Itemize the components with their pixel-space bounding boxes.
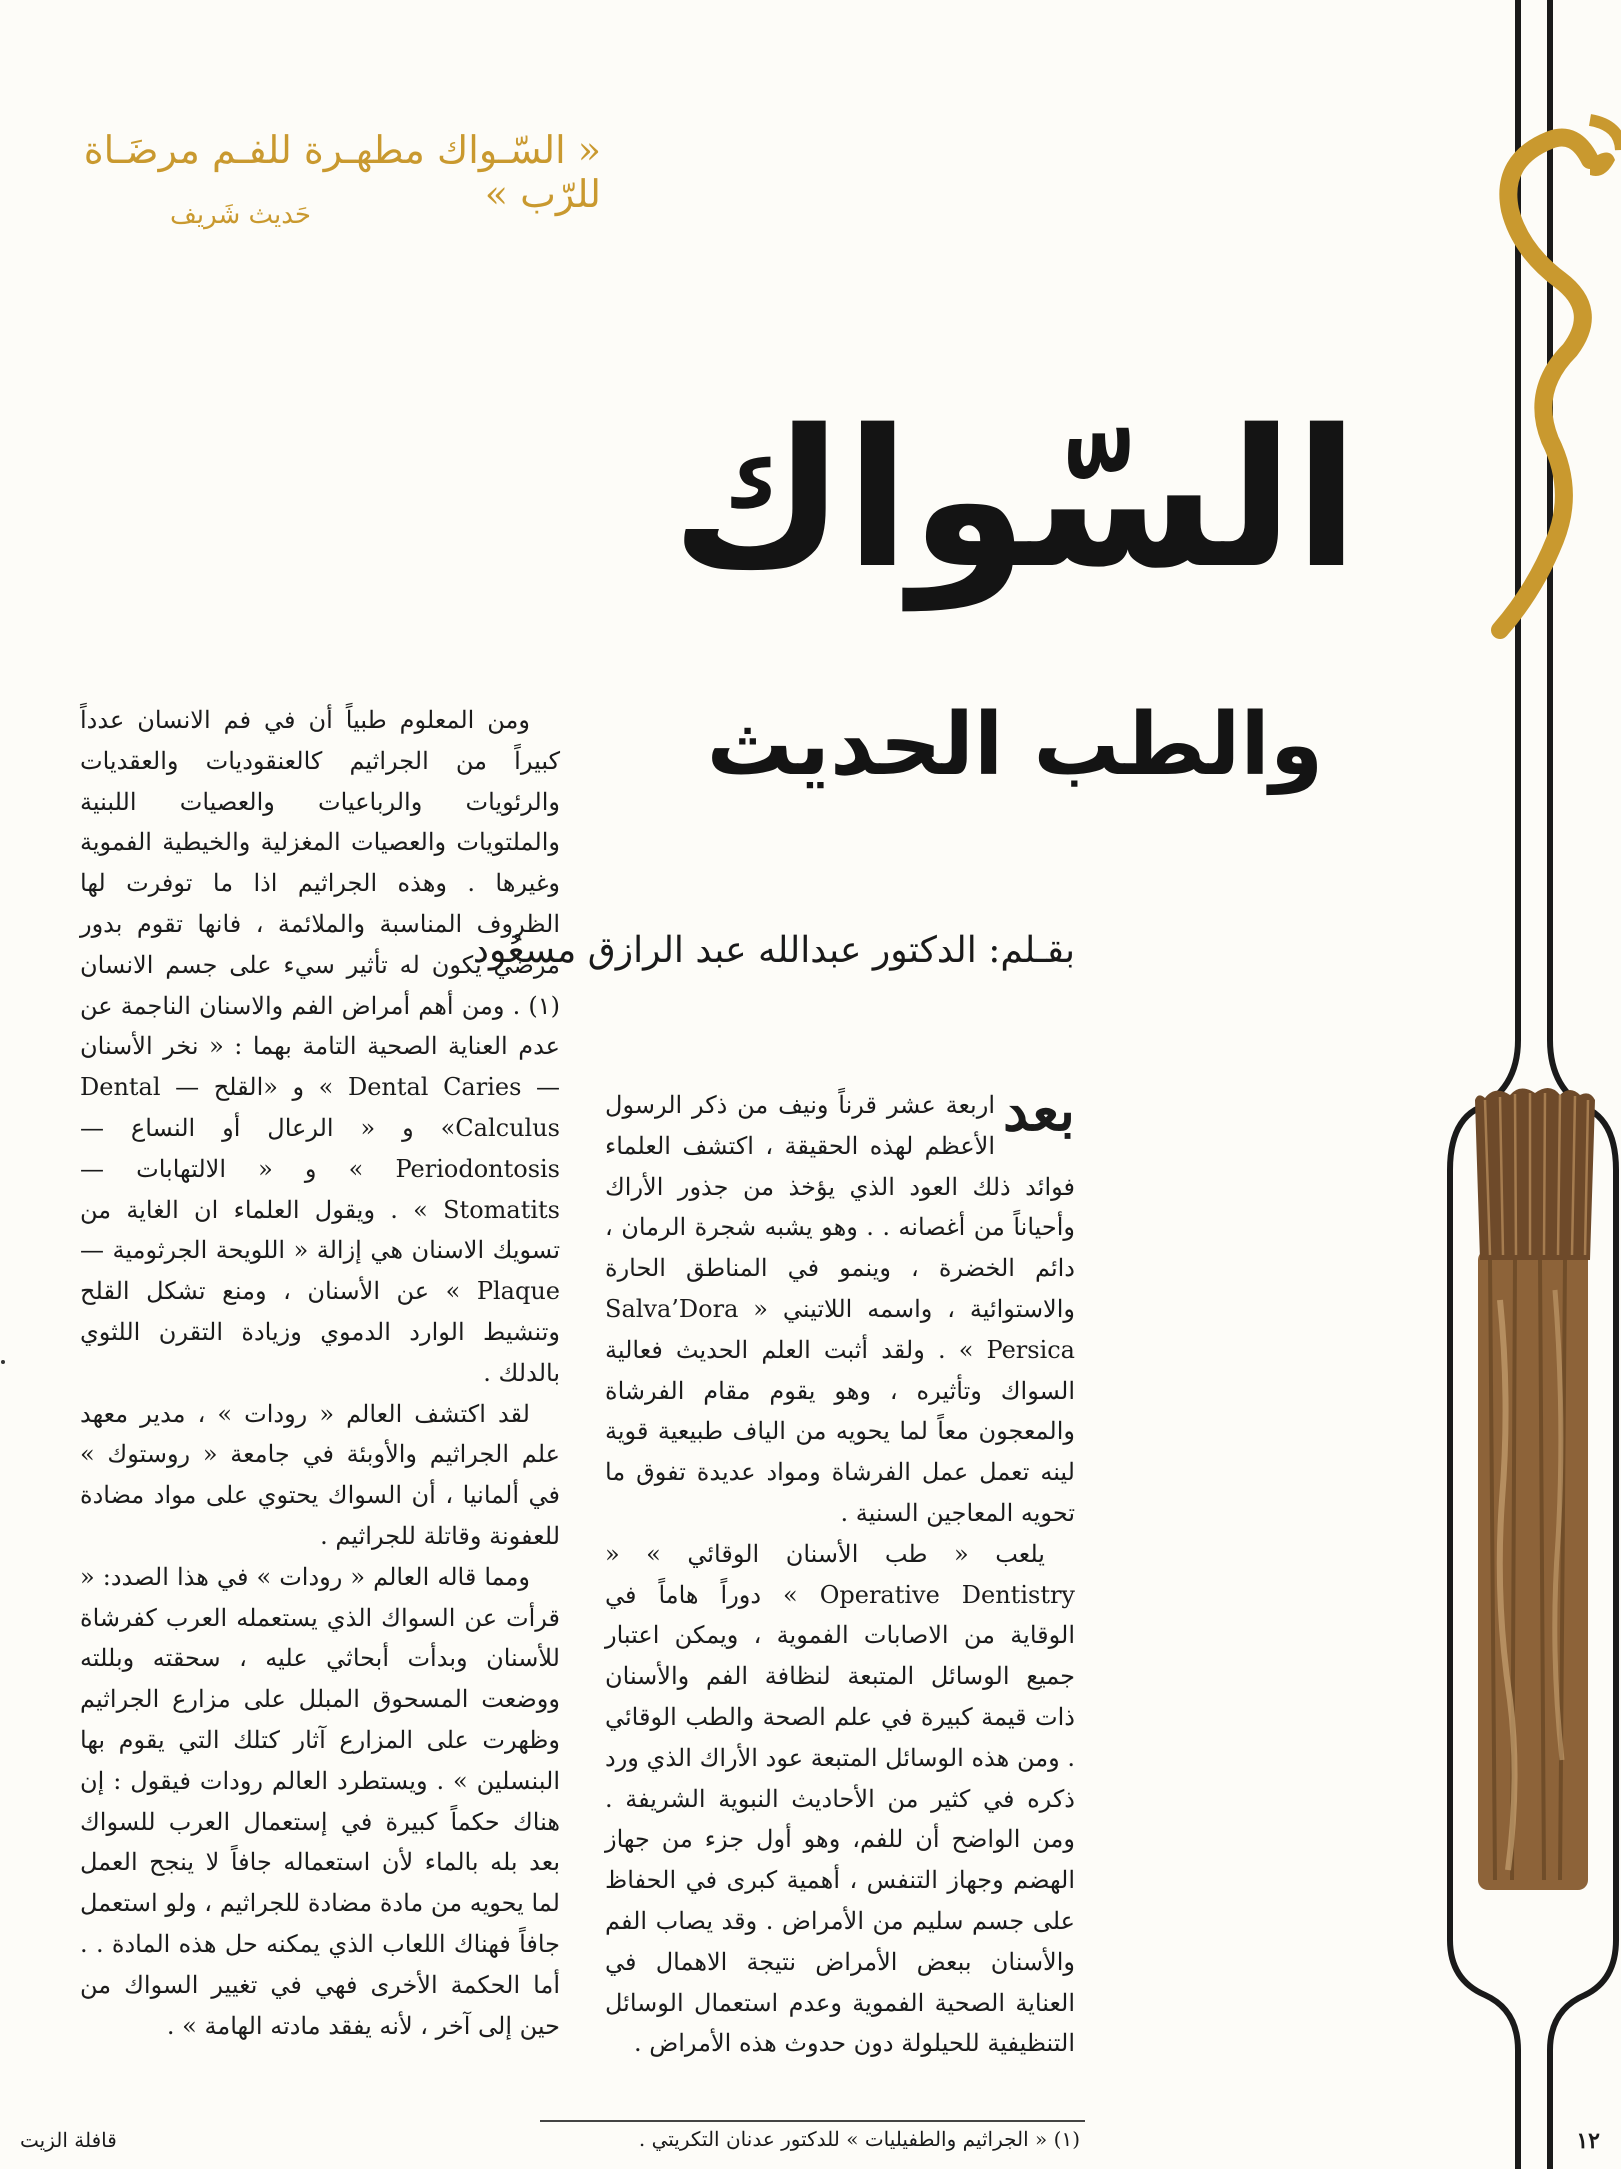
paragraph: ومما قاله العالم « رودات » في هذا الصدد: « قرأت عن السواك الذي يستعمله العرب كفرشاة للأسنان وبدأت أبحاثي عليه ، سحقته وبللته ووضعت المسحوق المبلل على مزارع الجراثيم وظهرت على المزارع آثار كتلك التي يقوم بها البنسلين » . ويستطرد العالم رودات فيقول : إن هناك حكماً كبيرة في إستعمال العرب للسواك بعد بله بالماء لأن استعماله جافاً لا ينجح العمل لما يحويه من مادة مضادة للجراثيم ، ولو استعمل جافاً فهناك اللعاب الذي يمكنه حل هذه المادة . . أما الحكمة الأخرى فهي في تغيير السواك من حين إلى آخر ، لأنه يفقد مادته الهامة » . (80, 1562, 560, 2040)
article-title: السّواك (670, 389, 1360, 610)
print-speck (1, 1360, 5, 1364)
article-subtitle: والطب الحديث (706, 695, 1324, 795)
paragraph: يلعب « طب الأسنان الوقائي » « Operative Dentistry » دوراً هاماً في الوقاية من الاصابات الفموية ، ويمكن اعتبار جميع الوسائل المتبعة لنظافة الفم والأسنان ذات قيمة كبيرة في علم الصحة والطب الوقائي . ومن هذه الوسائل المتبعة عود الأراك الذي ورد ذكره في كثير من الأحاديث النبوية الشريفة . ومن الواضح أن للفم، وهو أول جزء من جهاز الهضم وجهاز التنفس ، أهمية كبرى في الحفاظ على جسم سليم من الأمراض . وقد يصاب الفم والأسنان ببعض الأمراض نتيجة الاهمال في العناية الصحية الفموية وعدم استعمال الوسائل التنظيفية للحيلولة دون حدوث هذه الأمراض . (605, 1539, 1075, 2058)
page-number: ١٢ (1576, 2128, 1600, 2154)
paragraph: اربعة عشر قرناً ونيف من ذكر الرسول الأعظم لهذه الحقيقة ، اكتشف العلماء فوائد ذلك العود الذي يؤخذ من جذور الأراك وأحياناً من أغصانه . . وهو يشبه شجرة الرمان ، دائم الخضرة ، وينمو في المناطق الحارة والاستوائية ، واسمه اللاتيني « Salva’Dora Persica » . ولقد أثبت العلم الحديث فعالية السواك وتأثيره ، وهو يقوم مقام الفرشاة والمعجون معاً لما يحويه من الياف طبيعية قوية لينه تعمل عمل الفرشاة ومواد عديدة تفوق ما تحويه المعاجين السنية . (605, 1091, 1075, 1527)
paragraph: لقد اكتشف العالم « رودات » ، مدير معهد علم الجراثيم والأوبئة في جامعة « روستوك » في ألمانيا ، أن السواك يحتوي على مواد مضادة للعفونة وقاتلة للجراثيم . (80, 1399, 560, 1550)
dropcap-word: بعد (1003, 1078, 1075, 1144)
hadith-source: حَديث شَريف (169, 200, 311, 230)
miswak-illustration (1440, 0, 1621, 2169)
paragraph: ومن المعلوم طبياً أن في فم الانسان عدداً كبيراً من الجراثيم كالعنقوديات والعقديات والرئويات والرباعيات والعصيات اللبنية والملتويات والعصيات المغزلية والخيطية الفموية وغيرها . وهذه الجراثيم اذا ما توفرت لها الظروف المناسبة والملائمة ، فانها تقوم بدور مرضي يكون له تأثير سيء على جسم الانسان (١) . ومن أهم أمراض الفم والاسنان الناجمة عن عدم العناية الصحية التامة بهما : « نخر الأسنان — Dental Caries » و «القلح — Dental Calculus» و « الرعال أو النساع — Periodontosis » و « الالتهابات — Stomatits » . ويقول العلماء ان الغاية من تسويك الاسنان هي إزالة « اللويحة الجرثومية — Plaque » عن الأسنان ، ومنع تشكل القلح وتنشيط الوارد الدموي وزيادة التقرن اللثوي بالدلك . (80, 706, 560, 1387)
footnote: (١) « الجراثيم والطفيليات » للدكتور عدنان التكريتي . (638, 2127, 1080, 2151)
right-text-column (605, 1078, 1075, 2064)
magazine-name: قافلة الزيت (20, 2128, 117, 2152)
footnote-divider (540, 2120, 1085, 2122)
author-byline: بقـلم: الدكتور عبدالله عبد الرازق مسعُود (472, 930, 1075, 971)
left-text-column (80, 700, 560, 2046)
hadith-quote: « السّـواك مطهـرة للفـم مرضَـاة للرّب » (83, 128, 601, 216)
